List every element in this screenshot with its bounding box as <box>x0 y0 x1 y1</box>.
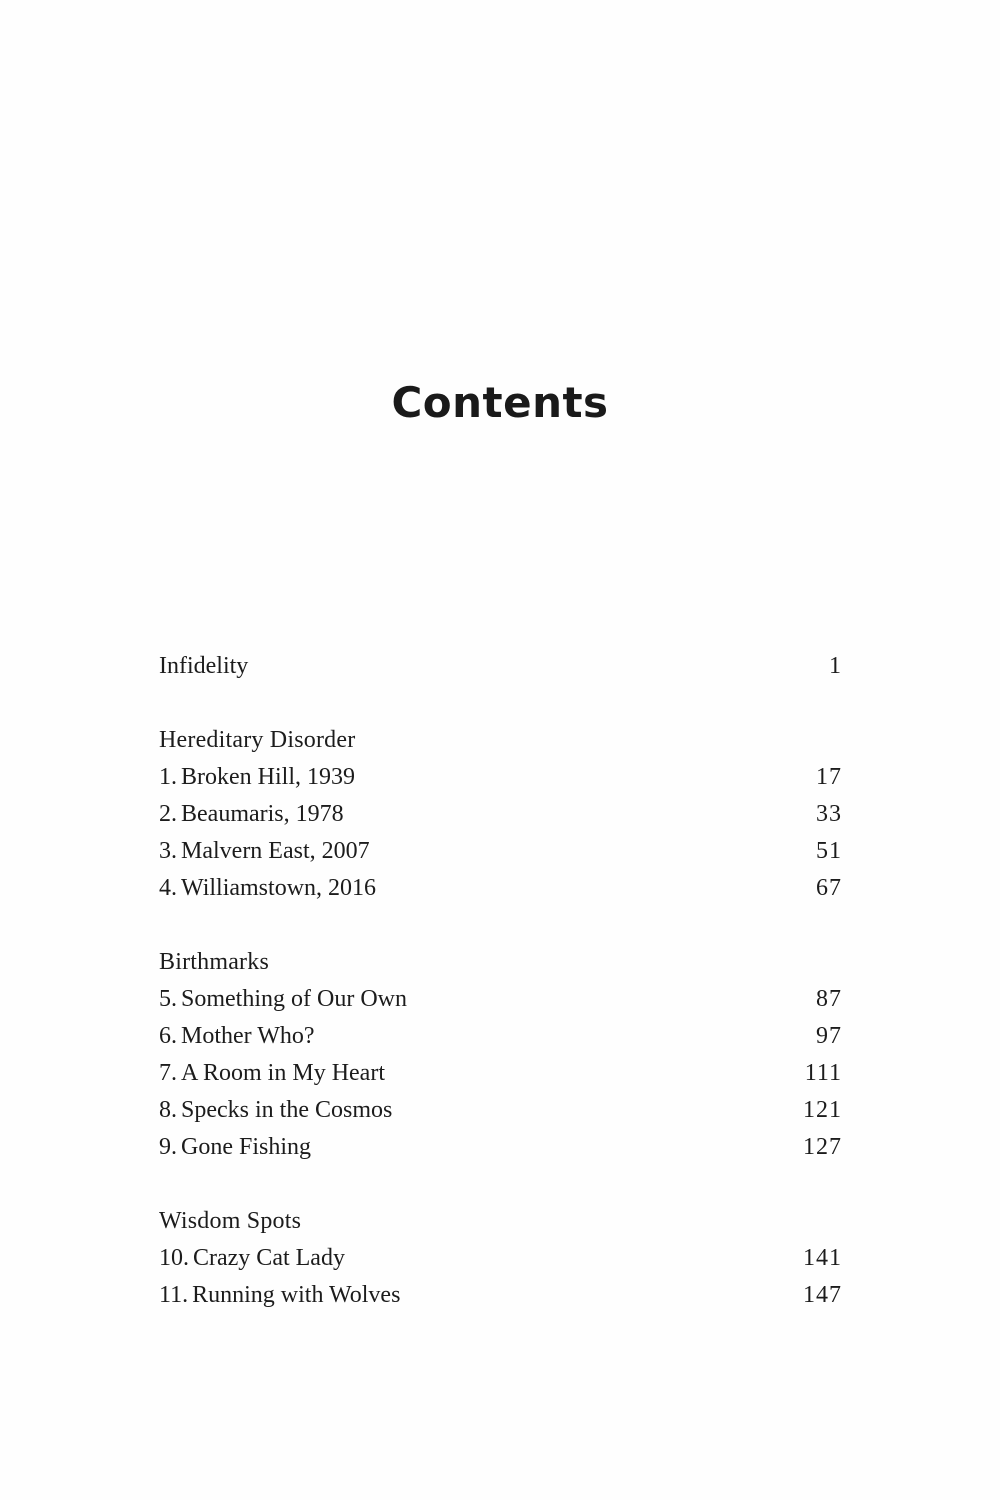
chapter-number: 4. <box>159 875 177 901</box>
chapter-title: Running with Wolves <box>192 1282 401 1308</box>
toc-entry[interactable] <box>159 1018 842 1055</box>
toc-entry[interactable] <box>159 1129 842 1166</box>
chapter-title: Broken Hill, 1939 <box>181 764 355 790</box>
chapter-number: 10. <box>159 1245 189 1271</box>
chapter-title: Williamstown, 2016 <box>181 875 377 901</box>
entry-page-number: 51 <box>816 838 842 864</box>
entry-page-number: 97 <box>816 1023 842 1049</box>
entry-title: Infidelity <box>159 653 249 679</box>
section-spacer <box>159 907 842 944</box>
chapter-number: 3. <box>159 838 177 864</box>
entry-page-number: 1 <box>829 653 842 679</box>
part-heading[interactable]: Birthmarks <box>159 949 269 975</box>
entry-page-number: 127 <box>803 1134 842 1160</box>
entry-page-number: 67 <box>816 875 842 901</box>
chapter-title: Malvern East, 2007 <box>181 838 370 864</box>
section-spacer <box>159 1166 842 1203</box>
entry-page-number: 147 <box>803 1282 842 1308</box>
chapter-number: 5. <box>159 986 177 1012</box>
chapter-number: 11. <box>159 1282 189 1308</box>
chapter-title: Specks in the Cosmos <box>181 1097 393 1123</box>
part-birthmarks <box>159 944 842 1166</box>
chapter-number: 9. <box>159 1134 177 1160</box>
entry-page-number: 87 <box>816 986 842 1012</box>
toc-entry-infidelity[interactable] <box>159 648 842 685</box>
toc-entry[interactable] <box>159 870 842 907</box>
chapter-title: Something of Our Own <box>181 986 407 1012</box>
part-heading[interactable]: Wisdom Spots <box>159 1208 302 1234</box>
chapter-number: 1. <box>159 764 177 790</box>
chapter-number: 2. <box>159 801 177 827</box>
part-wisdom-spots <box>159 1203 842 1314</box>
chapter-title: Mother Who? <box>181 1023 315 1049</box>
page-title: Contents <box>391 378 609 427</box>
chapter-title: A Room in My Heart <box>181 1060 385 1086</box>
table-of-contents <box>159 648 842 1314</box>
chapter-title: Gone Fishing <box>181 1134 312 1160</box>
entry-page-number: 17 <box>816 764 842 790</box>
chapter-number: 6. <box>159 1023 177 1049</box>
entry-page-number: 33 <box>816 801 842 827</box>
toc-entry[interactable] <box>159 1055 842 1092</box>
entry-page-number: 111 <box>804 1060 842 1086</box>
chapter-title: Beaumaris, 1978 <box>181 801 344 827</box>
entry-page-number: 141 <box>803 1245 842 1271</box>
part-hereditary-disorder <box>159 722 842 907</box>
chapter-title: Crazy Cat Lady <box>193 1245 345 1271</box>
toc-entry[interactable] <box>159 796 842 833</box>
toc-entry[interactable] <box>159 1277 842 1314</box>
chapter-number: 8. <box>159 1097 177 1123</box>
chapter-number: 7. <box>159 1060 177 1086</box>
toc-entry[interactable] <box>159 1240 842 1277</box>
toc-entry[interactable] <box>159 1092 842 1129</box>
toc-entry[interactable] <box>159 833 842 870</box>
entry-page-number: 121 <box>803 1097 842 1123</box>
toc-entry[interactable] <box>159 981 842 1018</box>
part-heading[interactable]: Hereditary Disorder <box>159 727 356 753</box>
toc-entry[interactable] <box>159 759 842 796</box>
